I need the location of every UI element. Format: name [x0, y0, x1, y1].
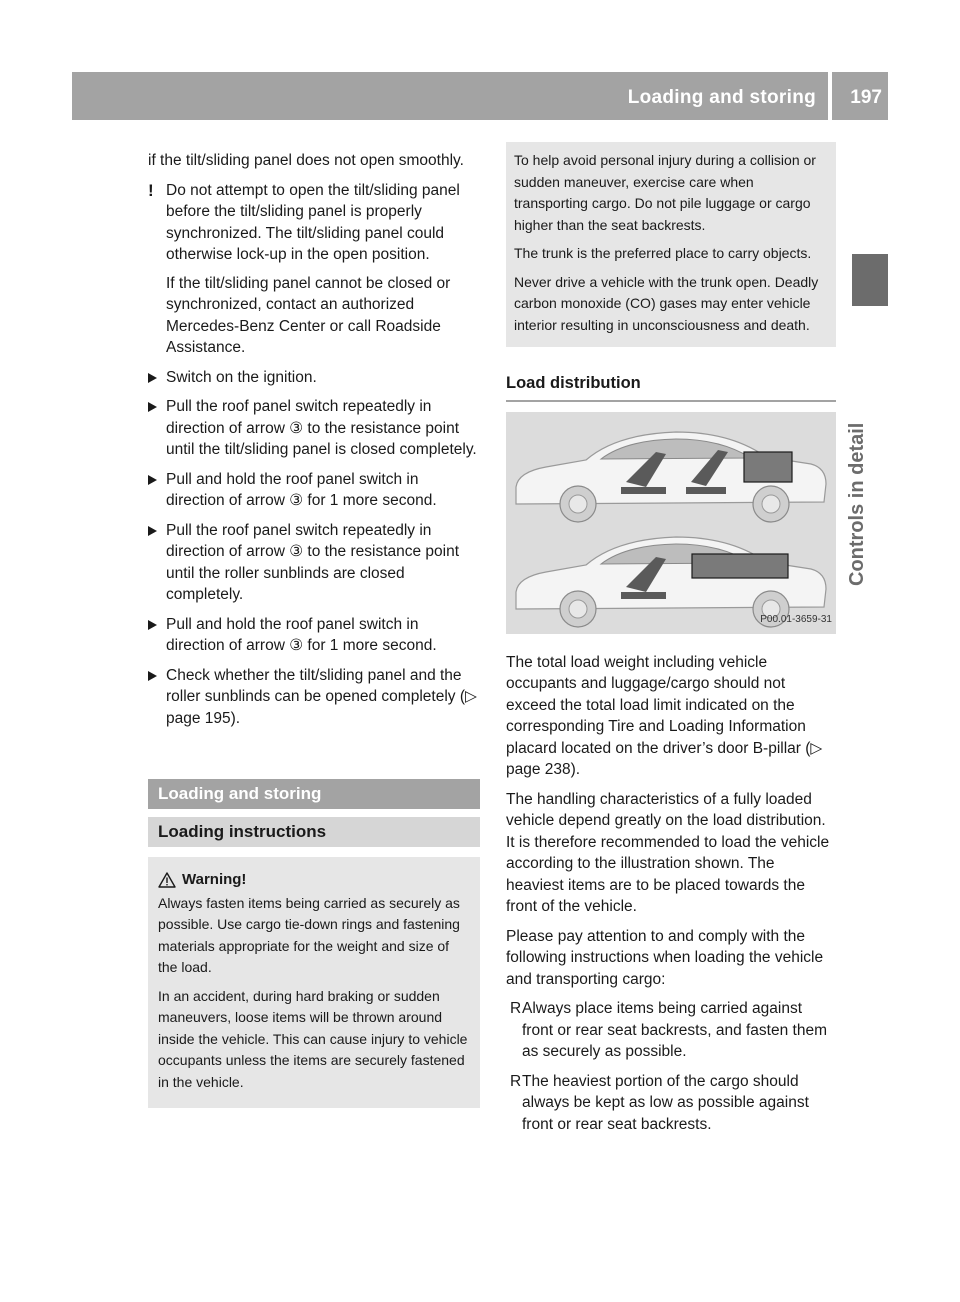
warning-paragraph: In an accident, during hard braking or sudden maneuvers, loose items will be thrown around inside the vehicle. This can cause injury to vehicle occupants unless the items are securely fastened in the vehicle. [158, 987, 468, 1090]
step-text: Pull and hold the roof panel switch in direction of arrow ③ for 1 more second. [166, 470, 437, 509]
side-tab-label: Controls in detail [846, 422, 868, 586]
left-column [148, 150, 480, 1108]
step-text: Switch on the ignition. [166, 368, 317, 386]
note-paragraph: If the tilt/sliding panel cannot be closed or synchronized, contact an authorized Mercedes-Benz Center or call Roadside Assistance. [166, 274, 451, 356]
step-item [148, 665, 480, 730]
warning-heading [158, 869, 470, 891]
step-arrow-icon [148, 373, 157, 383]
car-illustration-top [516, 432, 826, 522]
warning-paragraph: Always fasten items being carried as securely as possible. Use cargo tie-down rings and fastening materials appropriate for the weight and size of the load. [158, 894, 460, 975]
side-tab [845, 422, 893, 586]
caution-note [148, 180, 480, 359]
right-column [506, 150, 836, 1143]
step-arrow-icon [148, 402, 157, 412]
step-text: Check whether the tilt/sliding panel and the roller sunblinds can be opened completely (▷ page 195). [166, 666, 477, 727]
load-distribution-illustration [506, 412, 836, 634]
load-distribution-figure [506, 412, 836, 634]
body-paragraph: The total load weight including vehicle occupants and luggage/cargo should not exceed the total load limit indicated on the corresponding Tire and Loading Information placard located on the driver’s door B-pillar (▷ page 238). [506, 653, 823, 778]
step-item [148, 367, 480, 389]
intro-text: if the tilt/sliding panel does not open smoothly. [148, 152, 464, 169]
info-paragraph: The trunk is the preferred place to carry objects. [514, 245, 812, 261]
side-tab-marker [852, 254, 888, 306]
section-heading: Load distribution [506, 373, 836, 402]
warning-title: Warning! [182, 871, 247, 888]
subsection-title: Loading instructions [148, 817, 480, 847]
header-title: Loading and storing [627, 87, 816, 108]
page-number: 197 [850, 87, 882, 108]
step-item [148, 469, 480, 512]
warning-box [148, 857, 480, 1108]
bullet-text: The heaviest portion of the cargo should always be kept as low as possible against front or rear seat backrests. [522, 1072, 809, 1133]
info-paragraph: To help avoid personal injury during a collision or sudden maneuver, exercise care when transporting cargo. Do not pile luggage or cargo higher than the seat backrests. [514, 152, 816, 233]
step-arrow-icon [148, 475, 157, 485]
step-text: Pull and hold the roof panel switch in direction of arrow ③ for 1 more second. [166, 615, 437, 654]
warning-triangle-icon [158, 872, 176, 888]
step-text: Pull the roof panel switch repeatedly in direction of arrow ③ to the resistance point until the tilt/sliding panel is closed completely. [166, 398, 477, 458]
caution-mark: ! [148, 180, 154, 200]
step-arrow-icon [148, 526, 157, 536]
step-item [148, 614, 480, 657]
info-box [506, 142, 836, 347]
header-divider [828, 72, 832, 120]
step-item [148, 520, 480, 606]
body-paragraph: The handling characteristics of a fully loaded vehicle depend greatly on the load distribution. It is therefore recommended to load the vehicle according to the illustration shown. The heaviest items are to be placed towards the front of the vehicle. [506, 790, 830, 915]
step-item [148, 396, 480, 461]
bullet-mark: R [510, 1072, 522, 1090]
bullet-item [506, 998, 836, 1063]
section-title: Loading and storing [148, 779, 480, 809]
page-header [72, 72, 888, 120]
bullet-item [506, 1071, 836, 1136]
step-text: Pull the roof panel switch repeatedly in direction of arrow ③ to the resistance point until the roller sunblinds are closed completely. [166, 521, 460, 603]
step-arrow-icon [148, 620, 157, 630]
step-arrow-icon [148, 671, 157, 681]
body-paragraph: Please pay attention to and comply with the following instructions when loading the vehicle and transporting cargo: [506, 927, 824, 988]
note-paragraph: Do not attempt to open the tilt/sliding panel before the tilt/sliding panel is properly synchronized. The tilt/sliding panel could otherwise lock-up in the open position. [166, 181, 460, 263]
figure-reference: P00.01-3659-31 [760, 614, 832, 625]
bullet-mark: R [510, 1000, 522, 1017]
bullet-text: Always place items being carried against front or rear seat backrests, and fasten them as securely as possible. [522, 1000, 827, 1060]
info-paragraph: Never drive a vehicle with the trunk open. Deadly carbon monoxide (CO) gases may enter vehicle interior resulting in unconsciousness and death. [514, 273, 819, 333]
